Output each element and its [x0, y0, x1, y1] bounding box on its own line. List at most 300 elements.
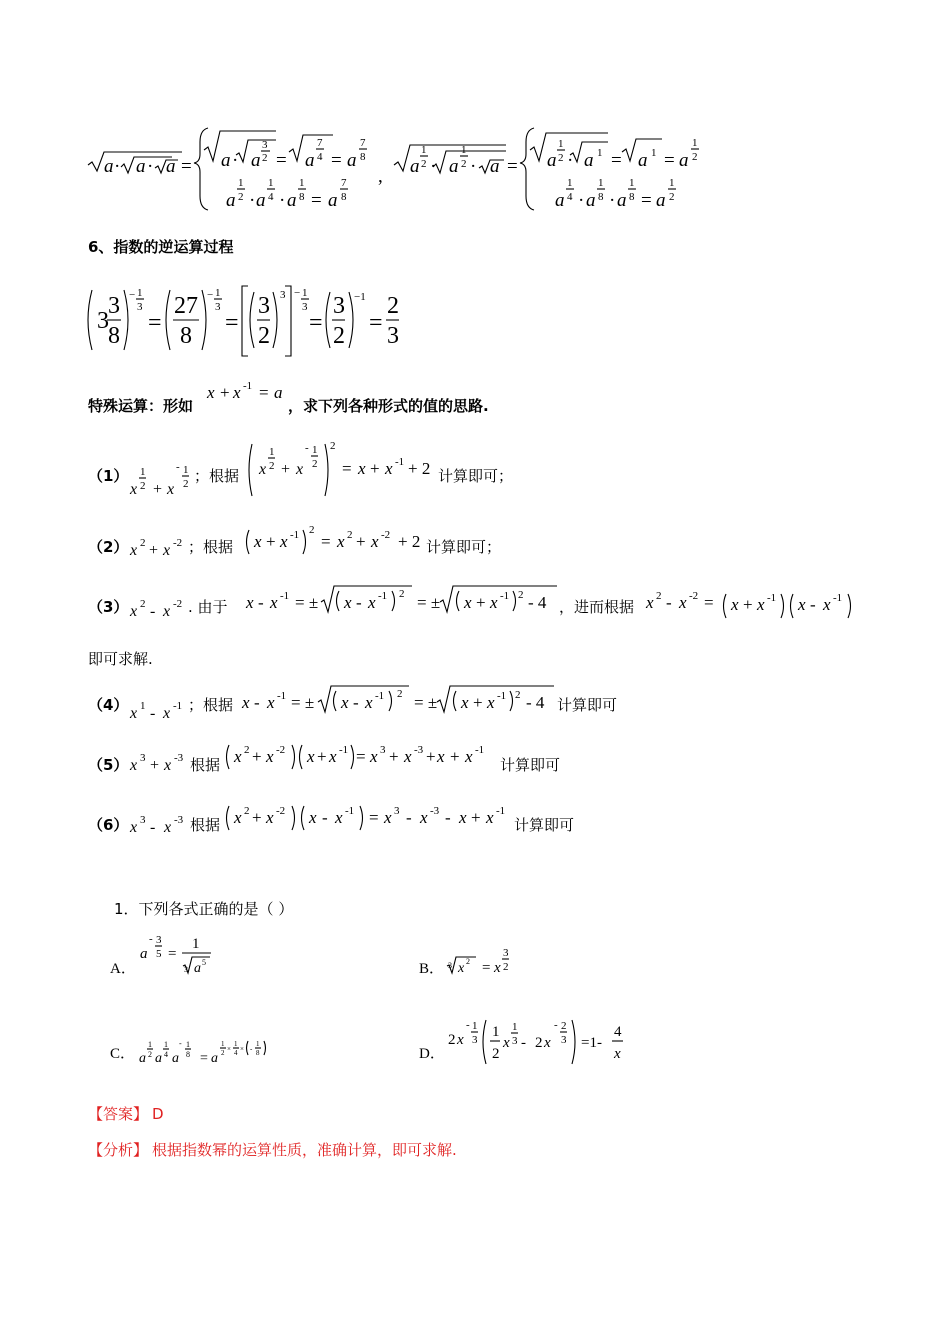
svg-text:-: -	[254, 693, 260, 712]
svg-text:a: a	[155, 1051, 162, 1066]
svg-text:-1: -1	[833, 592, 843, 604]
svg-text:+: +	[450, 747, 460, 766]
svg-text:·: ·	[430, 156, 437, 177]
svg-text:+: +	[476, 593, 486, 612]
svg-text:1: 1	[492, 1024, 500, 1040]
svg-text:-: -	[356, 593, 362, 612]
answer-line	[88, 1105, 164, 1123]
svg-text:3: 3	[156, 934, 162, 946]
svg-text:+: +	[471, 808, 481, 827]
svg-text:−: −	[207, 289, 214, 301]
svg-text:3: 3	[140, 814, 146, 826]
svg-text:2: 2	[238, 191, 244, 203]
svg-text:+: +	[370, 459, 380, 478]
svg-text:x: x	[731, 595, 739, 614]
svg-text:+: +	[426, 747, 436, 766]
svg-text:a: a	[410, 156, 420, 177]
svg-text:·: ·	[232, 150, 239, 171]
svg-text:2: 2	[244, 805, 250, 817]
svg-text:8: 8	[256, 1049, 260, 1057]
svg-text:8: 8	[341, 191, 347, 203]
svg-text:-: -	[554, 1019, 558, 1031]
svg-text:x: x	[130, 757, 138, 774]
svg-text:x: x	[490, 593, 498, 612]
svg-text:- 4: - 4	[526, 693, 545, 712]
svg-text:-: -	[150, 603, 156, 620]
svg-text:a: a	[139, 1051, 146, 1066]
svg-text:a: a	[555, 190, 565, 211]
svg-text:x: x	[296, 461, 304, 478]
svg-text:+: +	[743, 595, 753, 614]
svg-text:x: x	[130, 705, 138, 722]
svg-text:5: 5	[202, 958, 206, 967]
svg-text:1: 1	[256, 1040, 260, 1048]
svg-text:1: 1	[461, 144, 467, 156]
svg-text:+: +	[317, 747, 327, 766]
svg-text:= ±: = ±	[414, 693, 438, 712]
svg-text:a: a	[251, 150, 261, 171]
svg-text:2: 2	[448, 1032, 456, 1048]
svg-text:2: 2	[221, 1049, 225, 1057]
svg-text:-: -	[179, 1039, 182, 1048]
svg-text:计算即可: 计算即可	[500, 756, 561, 774]
svg-text:2: 2	[492, 1046, 500, 1062]
svg-text:x: x	[823, 595, 831, 614]
svg-text:a: a	[656, 190, 666, 211]
svg-text:−1: −1	[354, 291, 366, 303]
svg-text:1: 1	[140, 700, 146, 712]
svg-text:. 由于: . 由于	[188, 598, 228, 616]
svg-text:8: 8	[299, 191, 305, 203]
svg-text:1: 1	[234, 1040, 238, 1048]
svg-text:x: x	[164, 819, 172, 836]
svg-text:x: x	[234, 808, 242, 827]
svg-text:5: 5	[156, 948, 162, 960]
svg-text:x: x	[465, 747, 473, 766]
svg-text:-: -	[150, 819, 156, 836]
svg-text:x: x	[370, 747, 378, 766]
svg-text:+: +	[281, 461, 291, 478]
svg-text:7: 7	[317, 137, 323, 149]
svg-text:4: 4	[234, 1049, 238, 1057]
svg-text:2: 2	[183, 478, 189, 490]
svg-text:a: a	[221, 150, 231, 171]
svg-text:a: a	[449, 156, 459, 177]
svg-text:x: x	[254, 532, 262, 551]
svg-text:=: =	[311, 190, 322, 211]
svg-text:x: x	[365, 693, 373, 712]
item-2	[88, 524, 501, 559]
svg-text:·: ·	[609, 190, 616, 211]
svg-text:x: x	[164, 757, 172, 774]
svg-text:-3: -3	[174, 752, 184, 764]
svg-text:1: 1	[192, 936, 200, 952]
svg-text:2: 2	[309, 524, 315, 536]
svg-text:+: +	[220, 383, 230, 402]
svg-text:a: a	[194, 961, 201, 976]
condition-formula	[206, 380, 283, 402]
item-4	[88, 686, 617, 722]
svg-text:27: 27	[174, 293, 198, 319]
svg-text:x: x	[309, 808, 317, 827]
svg-text:+: +	[150, 757, 160, 774]
svg-text:=: =	[181, 156, 192, 177]
svg-text:a: a	[287, 190, 297, 211]
svg-text:3: 3	[302, 301, 308, 313]
svg-text:1: 1	[692, 137, 698, 149]
svg-text:1: 1	[558, 138, 564, 150]
svg-text:1: 1	[268, 177, 274, 189]
svg-text:x: x	[307, 747, 315, 766]
svg-text:a: a	[584, 150, 594, 171]
svg-text:-: -	[466, 1019, 470, 1031]
svg-text:x: x	[130, 819, 138, 836]
svg-text:x: x	[163, 705, 171, 722]
svg-text:+: +	[473, 693, 483, 712]
svg-text:2: 2	[333, 323, 345, 349]
svg-text:x: x	[167, 481, 175, 498]
svg-text:3: 3	[503, 947, 509, 959]
svg-text:-3: -3	[174, 814, 184, 826]
svg-text:=: =	[276, 150, 287, 171]
svg-text:x: x	[614, 1046, 621, 1062]
svg-text:2: 2	[518, 589, 524, 601]
item-3	[88, 586, 851, 620]
svg-text:+: +	[252, 747, 262, 766]
svg-text:x: x	[494, 960, 501, 976]
svg-text:2: 2	[461, 158, 467, 170]
svg-text:2: 2	[535, 1035, 543, 1051]
svg-text:a: a	[104, 156, 114, 177]
svg-text:2: 2	[140, 598, 146, 610]
svg-text:3: 3	[387, 323, 399, 349]
svg-text:x: x	[420, 808, 428, 827]
svg-text:a: a	[226, 190, 236, 211]
svg-text:1: 1	[148, 1040, 152, 1049]
special-intro-after: ，求下列各种形式的值的思路.	[288, 397, 489, 415]
svg-text:（6）: （6）	[88, 816, 129, 834]
svg-text:-1: -1	[277, 690, 287, 702]
svg-text:2: 2	[330, 440, 336, 452]
svg-text:2: 2	[148, 1050, 152, 1059]
svg-text:·: ·	[578, 190, 585, 211]
svg-text:x: x	[461, 693, 469, 712]
svg-text:+ 2: + 2	[398, 532, 421, 551]
special-intro-before: 特殊运算：形如	[88, 397, 194, 415]
svg-text:-2: -2	[689, 590, 699, 602]
svg-text:-3: -3	[414, 744, 424, 756]
svg-text:-2: -2	[276, 744, 286, 756]
svg-text:计算即可: 计算即可	[514, 816, 575, 834]
svg-text:计算即可: 计算即可	[557, 696, 618, 714]
svg-text:x: x	[130, 542, 138, 559]
svg-text:-: -	[150, 705, 156, 722]
svg-text:计算即可；: 计算即可；	[426, 538, 502, 556]
svg-text:1: 1	[140, 466, 146, 478]
svg-text:2: 2	[466, 957, 470, 966]
svg-text:x: x	[337, 532, 345, 551]
svg-text:-: -	[445, 808, 451, 827]
svg-text:2: 2	[558, 152, 564, 164]
svg-text:2: 2	[503, 961, 509, 973]
svg-text:a: a	[679, 150, 689, 171]
svg-text:x: x	[679, 593, 687, 612]
svg-text:-2: -2	[173, 537, 183, 549]
svg-text:×: ×	[227, 1045, 231, 1053]
svg-text:计算即可；: 计算即可；	[438, 467, 514, 485]
svg-text:-: -	[305, 442, 309, 454]
svg-text:1: 1	[512, 1021, 518, 1033]
svg-text:7: 7	[360, 137, 366, 149]
item-6	[88, 805, 574, 836]
item-1	[88, 440, 513, 498]
svg-text:+: +	[266, 532, 276, 551]
svg-text:；根据: ；根据	[188, 696, 234, 714]
svg-text:x: x	[233, 383, 241, 402]
svg-text:1: 1	[669, 177, 675, 189]
svg-text:（2）: （2）	[88, 538, 129, 556]
svg-text:2: 2	[561, 1020, 567, 1032]
option-d	[419, 1019, 623, 1064]
svg-text:x: x	[486, 808, 494, 827]
svg-text:-1: -1	[497, 690, 507, 702]
svg-text:；根据: ；根据	[188, 538, 234, 556]
svg-text:x: x	[130, 603, 138, 620]
svg-text:，进而根据: ，进而根据	[559, 598, 635, 616]
svg-text:×: ×	[240, 1045, 244, 1053]
svg-text:（4）: （4）	[88, 696, 129, 714]
svg-text:=: =	[704, 593, 714, 612]
svg-text:-1: -1	[378, 590, 388, 602]
svg-text:3: 3	[394, 805, 400, 817]
svg-text:根据: 根据	[190, 756, 221, 774]
svg-text:=: =	[309, 310, 323, 336]
svg-text:-: -	[353, 693, 359, 712]
svg-text:a: a	[328, 190, 338, 211]
svg-text:a: a	[166, 156, 176, 177]
svg-text:x: x	[280, 532, 288, 551]
svg-text:−: −	[129, 289, 136, 301]
svg-text:=: =	[168, 946, 177, 962]
svg-text:3: 3	[448, 961, 452, 970]
svg-text:-: -	[810, 595, 816, 614]
svg-text:-: -	[258, 593, 264, 612]
reverse-operation-formula	[88, 286, 399, 356]
svg-text:x: x	[259, 461, 267, 478]
svg-text:x: x	[246, 593, 254, 612]
svg-text:3: 3	[184, 965, 188, 974]
svg-text:-: -	[406, 808, 412, 827]
section-6-title: 6、指数的逆运算过程	[88, 238, 234, 256]
svg-text:=: =	[342, 459, 352, 478]
svg-text:x: x	[798, 595, 806, 614]
svg-text:a: a	[547, 150, 557, 171]
svg-text:x: x	[368, 593, 376, 612]
svg-text:2: 2	[692, 151, 698, 163]
svg-text:= ±: = ±	[295, 593, 319, 612]
svg-text:8: 8	[186, 1050, 190, 1059]
svg-text:x: x	[358, 459, 366, 478]
svg-text:-: -	[250, 1045, 253, 1053]
svg-text:a: a	[172, 1051, 179, 1066]
svg-text:·: ·	[147, 156, 154, 177]
svg-text:1: 1	[238, 177, 244, 189]
svg-text:a: a	[490, 156, 500, 177]
svg-text:2: 2	[258, 323, 270, 349]
svg-text:x: x	[270, 593, 278, 612]
svg-text:a: a	[638, 150, 648, 171]
svg-text:2: 2	[244, 744, 250, 756]
svg-text:-: -	[176, 461, 180, 473]
svg-text:=: =	[641, 190, 652, 211]
svg-text:2: 2	[399, 588, 405, 600]
svg-text:-1: -1	[339, 744, 349, 756]
svg-text:x: x	[163, 603, 171, 620]
svg-text:a: a	[305, 150, 315, 171]
svg-text:+: +	[149, 542, 159, 559]
svg-text:3: 3	[380, 744, 386, 756]
answer-value: D	[152, 1105, 164, 1123]
svg-text:=: =	[369, 310, 383, 336]
svg-text:-1: -1	[500, 590, 510, 602]
question-stem: 1．下列各式正确的是（ ）	[114, 900, 294, 918]
svg-text:2: 2	[387, 293, 399, 319]
nested-radical-formula	[88, 128, 699, 211]
svg-text:1: 1	[137, 287, 143, 299]
svg-text:·: ·	[567, 150, 574, 171]
svg-text:1: 1	[597, 147, 603, 159]
svg-text:-1: -1	[475, 744, 485, 756]
svg-text:1: 1	[651, 147, 657, 159]
svg-text:2: 2	[140, 537, 146, 549]
svg-text:·: ·	[114, 156, 121, 177]
svg-text:x: x	[458, 961, 465, 976]
svg-text:-2: -2	[381, 529, 391, 541]
svg-text:x: x	[646, 593, 654, 612]
svg-text:4: 4	[317, 151, 323, 163]
svg-text:（3）: （3）	[88, 598, 129, 616]
svg-text:= ±: = ±	[291, 693, 315, 712]
svg-text:- 4: - 4	[528, 593, 547, 612]
svg-text:8: 8	[108, 323, 120, 349]
svg-text:x: x	[344, 593, 352, 612]
svg-text:1: 1	[164, 1040, 168, 1049]
svg-text:x: x	[266, 747, 274, 766]
svg-text:-: -	[322, 808, 328, 827]
svg-text:4: 4	[567, 191, 573, 203]
svg-text:3: 3	[561, 1034, 567, 1046]
svg-text:-3: -3	[430, 805, 440, 817]
svg-text:-1: -1	[767, 592, 777, 604]
option-a	[110, 933, 211, 977]
svg-text:x: x	[544, 1035, 551, 1051]
option-b	[419, 947, 509, 977]
svg-text:-1: -1	[375, 690, 385, 702]
svg-text:-1: -1	[290, 529, 300, 541]
svg-text:D．: D．	[419, 1046, 445, 1062]
svg-text:x: x	[457, 1032, 464, 1048]
svg-text:,: ,	[378, 166, 383, 187]
svg-text:1: 1	[567, 177, 573, 189]
svg-text:2: 2	[347, 529, 353, 541]
svg-text:x: x	[459, 808, 467, 827]
svg-text:=: =	[356, 747, 366, 766]
svg-text:=: =	[200, 1051, 208, 1066]
item-5	[88, 744, 560, 774]
svg-text:3: 3	[472, 1034, 478, 1046]
svg-text:3: 3	[262, 139, 268, 151]
svg-text:1: 1	[421, 144, 427, 156]
svg-text:x: x	[335, 808, 343, 827]
option-c	[110, 1039, 266, 1066]
svg-text:3: 3	[258, 293, 270, 319]
svg-text:（1）: （1）	[88, 467, 129, 485]
svg-text:+ 2: + 2	[408, 459, 431, 478]
svg-text:=: =	[369, 808, 379, 827]
svg-text:-2: -2	[173, 598, 183, 610]
svg-text:4: 4	[164, 1050, 168, 1059]
svg-text:C．: C．	[110, 1046, 136, 1062]
svg-text:1: 1	[269, 446, 275, 458]
svg-text:3: 3	[97, 308, 109, 334]
svg-text:·: ·	[249, 190, 256, 211]
svg-text:·: ·	[279, 190, 286, 211]
svg-text:-1: -1	[243, 380, 253, 392]
svg-text:x: x	[385, 459, 393, 478]
svg-text:x: x	[503, 1035, 510, 1051]
svg-text:x: x	[242, 693, 250, 712]
svg-text:8: 8	[180, 323, 192, 349]
svg-text:8: 8	[629, 191, 635, 203]
svg-text:1: 1	[629, 177, 635, 189]
svg-text:-1: -1	[496, 805, 506, 817]
svg-text:3: 3	[140, 752, 146, 764]
svg-text:+: +	[153, 481, 163, 498]
svg-text:根据: 根据	[190, 816, 221, 834]
svg-text:a: a	[211, 1051, 218, 1066]
svg-text:-1: -1	[173, 700, 183, 712]
svg-text:8: 8	[598, 191, 604, 203]
svg-text:x: x	[207, 383, 215, 402]
svg-text:−: −	[294, 287, 301, 299]
analysis-text: 根据指数幂的运算性质，准确计算，即可求解.	[152, 1141, 457, 1159]
svg-text:a: a	[256, 190, 266, 211]
svg-text:=: =	[148, 310, 162, 336]
svg-text:2: 2	[421, 158, 427, 170]
svg-text:-: -	[521, 1035, 526, 1051]
svg-text:4: 4	[268, 191, 274, 203]
svg-text:2: 2	[312, 458, 318, 470]
svg-text:1: 1	[299, 177, 305, 189]
analysis-label: 【分析】	[88, 1141, 149, 1159]
svg-text:= ±: = ±	[417, 593, 441, 612]
svg-text:-1: -1	[280, 590, 290, 602]
svg-text:=: =	[482, 960, 491, 976]
svg-text:-1: -1	[345, 805, 355, 817]
svg-text:=1-: =1-	[581, 1035, 602, 1051]
svg-text:A．: A．	[110, 961, 136, 977]
svg-text:3: 3	[215, 301, 221, 313]
svg-text:1: 1	[221, 1040, 225, 1048]
svg-text:x: x	[384, 808, 392, 827]
svg-text:=: =	[259, 383, 269, 402]
svg-text:-: -	[666, 593, 672, 612]
svg-text:1: 1	[302, 287, 308, 299]
item-3-continuation: 即可求解.	[88, 650, 153, 668]
svg-text:3: 3	[333, 293, 345, 319]
svg-text:2: 2	[269, 460, 275, 472]
svg-text:-2: -2	[276, 805, 286, 817]
